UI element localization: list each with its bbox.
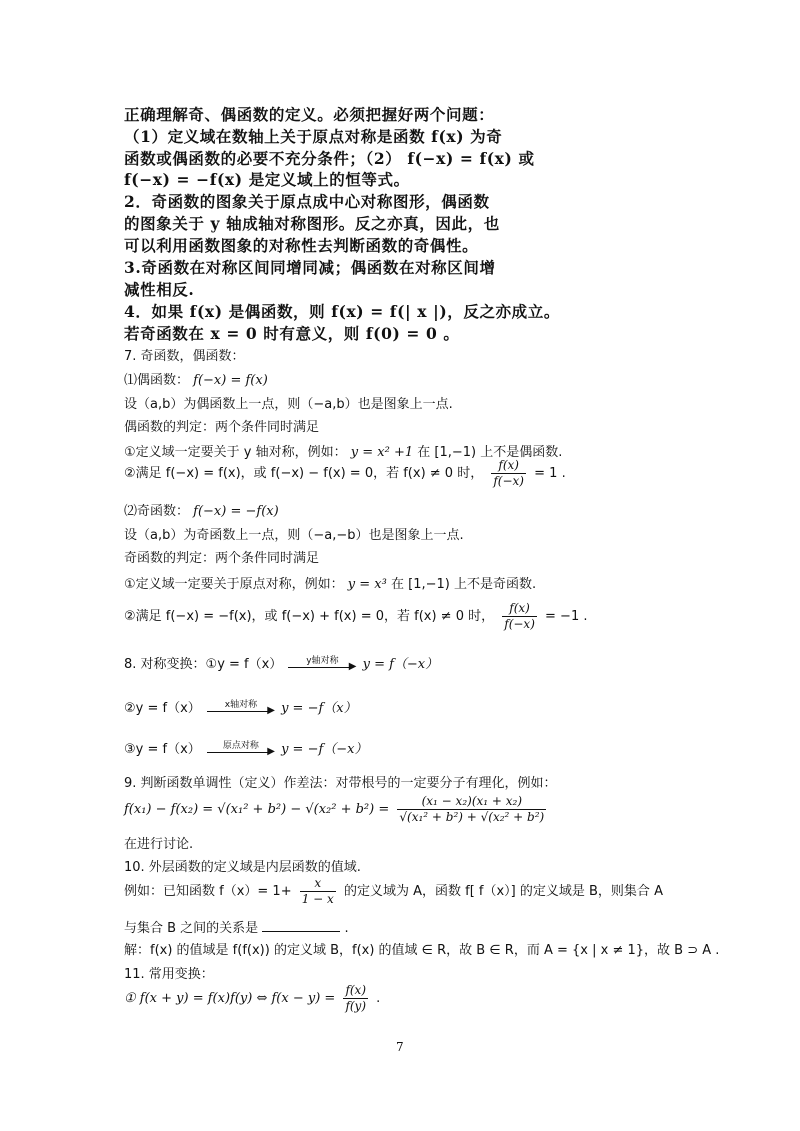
- s8-arrow-3-head: ▶: [267, 745, 275, 757]
- s9-lhs: f(x₁) − f(x₂) = √(x₁² + b²) − √(x₂² + b²) =: [124, 802, 390, 817]
- s8-line-2: [124, 697, 357, 719]
- s11-l1-post: .: [376, 991, 381, 1006]
- s9-frac-num: (x₁ − x₂)(x₁ + x₂): [397, 794, 546, 810]
- bold-line-3: 函数或偶函数的必要不充分条件；（2） f(−x) = f(x) 或: [124, 149, 535, 168]
- bold-line-5: 2．奇函数的图象关于原点成中心对称图形，偶函数: [124, 192, 490, 211]
- bold-line-2: （1）定义域在数轴上关于原点对称是函数 f(x) 为奇: [124, 127, 503, 146]
- s7-odd-definition: [124, 500, 279, 519]
- s8-arrow-3-label: 原点对称: [222, 740, 259, 751]
- s7-odd-fraction: [502, 601, 537, 632]
- s8-arrow-2-shaft: [207, 711, 269, 712]
- bold-line-7: 可以利用函数图象的对称性去判断函数的奇偶性。: [124, 236, 479, 255]
- s11-title: 11. 常用变换：: [124, 967, 214, 982]
- s7-even-c1-formula: y = x² +1: [350, 445, 414, 460]
- s11-l1-pre: ① f(x + y) = f(x)f(y) ⇔ f(x − y) =: [124, 991, 336, 1006]
- s7-even-judge: 偶函数的判定：两个条件同时满足: [124, 420, 320, 435]
- s10-q-post: .: [344, 921, 349, 936]
- s7-even-fraction: [491, 458, 526, 489]
- s7-odd-point: 设（a,b）为奇函数上一点，则（−a,−b）也是图象上一点.: [124, 528, 464, 543]
- s8-arrow-2-label: x轴对称: [224, 699, 258, 710]
- s7-even-head: ⑴偶函数：: [124, 373, 190, 388]
- s7-even-point: 设（a,b）为偶函数上一点，则（−a,b）也是图象上一点.: [124, 397, 453, 412]
- page-number: 7: [396, 1040, 404, 1054]
- s7-even-c2-pre: ②满足 f(−x) = f(x)，或 f(−x) − f(x) = 0，若 f(x) ≠ 0 时，: [124, 466, 484, 481]
- s11-line-1: [124, 983, 380, 1014]
- s7-odd-c2-post: = −1 .: [545, 609, 588, 624]
- s7-even-def: f(−x) = f(x): [193, 373, 268, 388]
- bold-line-6: 的图象关于 y 轴成轴对称图形。反之亦真，因此，也: [124, 214, 500, 233]
- s9-tail: 在进行讨论.: [124, 837, 194, 852]
- s9-frac-den: √(x₁² + b²) + √(x₂² + b²): [399, 810, 545, 824]
- s8-arrow-3: [207, 740, 275, 760]
- s8-arrow-1-head: ▶: [348, 660, 357, 672]
- s7-odd-frac-den: f(−x): [504, 617, 535, 631]
- bold-line-8: 3.奇函数在对称区间同增同减；偶函数在对称区间增: [124, 258, 496, 277]
- s8-result-2: y = −f（x）: [281, 701, 357, 716]
- s10-example: [124, 876, 663, 907]
- bold-line-10: 4．如果 f(x) 是偶函数，则 f(x) = f(| x |)，反之亦成立。: [124, 302, 560, 321]
- s11-frac-num: f(x): [343, 983, 368, 999]
- s8-arrow-1-shaft: [288, 667, 350, 668]
- s9-fraction: [397, 794, 546, 825]
- bold-line-4: f(−x) = −f(x) 是定义域上的恒等式。: [124, 170, 410, 189]
- s8-line-1: [124, 653, 438, 675]
- s8-arrow-1: [288, 655, 356, 675]
- s8-arrow-2: [207, 699, 275, 719]
- s10-question: [124, 917, 349, 936]
- s10-frac-den: 1 − x: [301, 892, 334, 906]
- s7-odd-head: ⑵奇函数：: [124, 504, 190, 519]
- s7-odd-def: f(−x) = −f(x): [193, 504, 279, 519]
- s8-result-3: y = −f（−x）: [281, 742, 368, 757]
- s7-odd-c1-pre: ①定义域一定要关于原点对称，例如：: [124, 577, 344, 592]
- s7-even-definition: [124, 369, 268, 388]
- s10-frac-num: x: [300, 876, 336, 892]
- bold-line-1: 正确理解奇、偶函数的定义。必须把握好两个问题：: [124, 105, 495, 124]
- s10-ex-post: 的定义域为 A，函数 f[ f（x）] 的定义域是 B，则集合 A: [343, 884, 663, 899]
- s7-even-c1-post: 在 [1,−1) 上不是偶函数.: [417, 445, 563, 460]
- s8-l3-pre: ③y = f（x）: [124, 742, 201, 757]
- s10-q-pre: 与集合 B 之间的关系是: [124, 921, 259, 936]
- s7-odd-cond-2: [124, 601, 587, 632]
- s7-even-c1-pre: ①定义域一定要关于 y 轴对称，例如：: [124, 445, 347, 460]
- s9-formula: [124, 794, 550, 825]
- s10-title: 10. 外层函数的定义域是内层函数的值域.: [124, 860, 361, 875]
- s8-line-3: [124, 738, 368, 760]
- bold-line-11: 若奇函数在 x = 0 时有意义，则 f(0) = 0 。: [124, 324, 460, 343]
- s7-even-frac-num: f(x): [491, 458, 526, 474]
- s8-l2-pre: ②y = f（x）: [124, 701, 201, 716]
- s8-arrow-3-shaft: [207, 752, 269, 753]
- bold-line-9: 减性相反.: [124, 280, 195, 299]
- s7-even-frac-den: f(−x): [493, 474, 524, 488]
- s8-arrow-2-head: ▶: [267, 704, 275, 716]
- s7-odd-c2-pre: ②满足 f(−x) = −f(x)，或 f(−x) + f(x) = 0，若 f(x) ≠ 0 时，: [124, 609, 495, 624]
- s7-even-cond-2: [124, 458, 566, 489]
- s7-title: 7. 奇函数，偶函数：: [124, 349, 245, 364]
- s8-result-1: y = f（−x）: [362, 657, 439, 672]
- s7-even-c2-post: = 1 .: [534, 466, 566, 481]
- s10-fraction: [300, 876, 336, 907]
- s11-frac-den: f(y): [345, 999, 367, 1013]
- s10-solution: 解：f(x) 的值域是 f(f(x)) 的定义域 B，f(x) 的值域 ∈ R，故 B ∈ R，而 A = {x | x ≠ 1}，故 B ⊃ A .: [124, 943, 720, 958]
- s7-odd-cond-1: [124, 573, 536, 592]
- s10-ex-pre: 例如：已知函数 f（x）= 1+: [124, 884, 292, 899]
- s7-odd-frac-num: f(x): [502, 601, 537, 617]
- s8-title: 8. 对称变换：①y = f（x）: [124, 657, 283, 672]
- s7-odd-c1-post: 在 [1,−1) 上不是奇函数.: [390, 577, 537, 592]
- s11-fraction: [343, 983, 368, 1014]
- s7-odd-judge: 奇函数的判定：两个条件同时满足: [124, 551, 320, 566]
- s7-odd-c1-formula: y = x³: [347, 577, 387, 592]
- s8-arrow-1-label: y轴对称: [306, 655, 339, 666]
- s10-answer-blank: [262, 921, 340, 932]
- s9-title: 9. 判断函数单调性（定义）作差法：对带根号的一定要分子有理化，例如：: [124, 776, 557, 791]
